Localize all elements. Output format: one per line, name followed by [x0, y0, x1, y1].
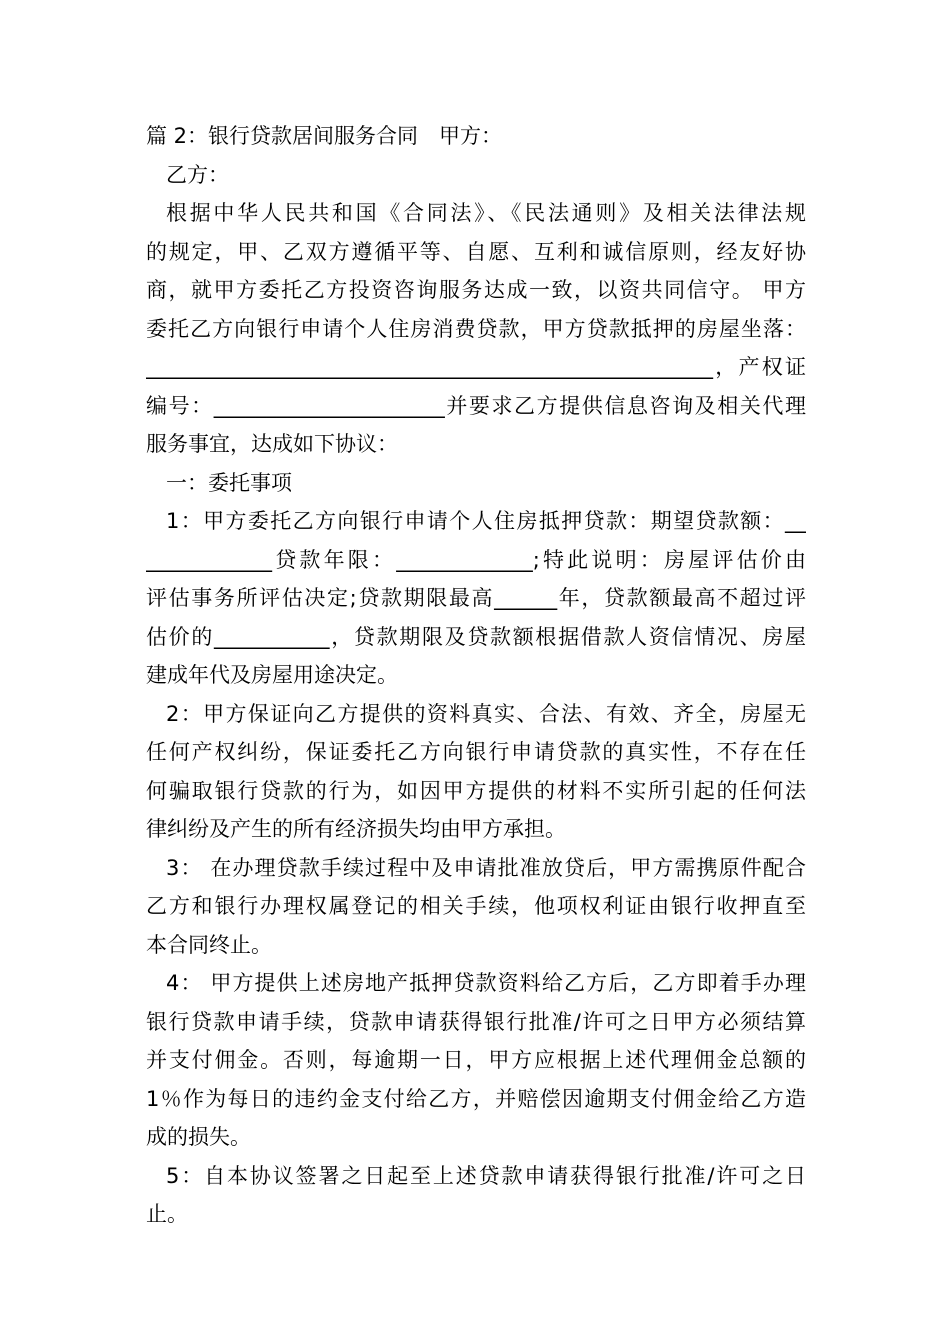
text-line: 银行贷款申请手续，贷款申请获得银行批准/许可之日甲方必须结算	[146, 1009, 806, 1034]
text-line: 律纠纷及产生的所有经济损失均由甲方承担。	[146, 817, 566, 841]
text-line: 何骗取银行贷款的行为，如因甲方提供的材料不实所引起的任何法	[146, 778, 806, 803]
text-line: 编号：______________________并要求乙方提供信息咨询及相关代理	[146, 393, 806, 418]
text-line: 任何产权纠纷，保证委托乙方向银行申请贷款的真实性，不存在任	[146, 740, 806, 764]
text-line: 一：委托事项	[166, 470, 292, 495]
text-line: 乙方：	[166, 162, 229, 187]
text-line: 3： 在办理贷款手续过程中及申请批准放贷后，甲方需携原件配合	[166, 855, 806, 880]
text-line: 5：自本协议签署之日起至上述贷款申请获得银行批准/许可之日	[166, 1163, 806, 1188]
text-line: 1：甲方委托乙方向银行申请个人住房抵押贷款：期望贷款额：__	[166, 509, 806, 533]
text-line: 根据中华人民共和国《合同法》、《民法通则》及相关法律法规	[166, 201, 806, 225]
text-line: 篇 2：银行贷款居间服务合同 甲方：	[146, 124, 503, 148]
text-line: 本合同终止。	[146, 932, 272, 957]
text-line: 成的损失。	[146, 1125, 251, 1149]
text-line: 1％作为每日的违约金支付给乙方，并赔偿因逾期支付佣金给乙方造	[146, 1086, 806, 1111]
text-line: 乙方和银行办理权属登记的相关手续，他项权利证由银行收押直至	[146, 894, 806, 918]
text-line: 委托乙方向银行申请个人住房消费贷款，甲方贷款抵押的房屋坐落：	[146, 316, 806, 341]
text-line: 建成年代及房屋用途决定。	[146, 663, 398, 687]
text-line: 估价的___________，贷款期限及贷款额根据借款人资信情况、房屋	[146, 624, 806, 649]
text-line: ____________贷款年限：_____________;特此说明：房屋评估价由	[146, 547, 806, 572]
text-line: ______________________________________________________，产权证	[146, 355, 806, 379]
text-line: 评估事务所评估决定;贷款期限最高______年，贷款额最高不超过评	[146, 586, 806, 610]
document-body	[146, 117, 806, 1234]
text-line: 并支付佣金。否则，每逾期一日，甲方应根据上述代理佣金总额的	[146, 1048, 806, 1072]
text-line: 的规定，甲、乙双方遵循平等、自愿、互利和诚信原则，经友好协	[146, 239, 806, 264]
text-line: 商，就甲方委托乙方投资咨询服务达成一致，以资共同信守。 甲方	[146, 278, 806, 302]
text-line: 2：甲方保证向乙方提供的资料真实、合法、有效、齐全，房屋无	[166, 701, 806, 726]
text-line: 服务事宜，达成如下协议：	[146, 432, 398, 456]
text-line: 4： 甲方提供上述房地产抵押贷款资料给乙方后，乙方即着手办理	[166, 971, 806, 995]
text-line: 止。	[146, 1202, 188, 1226]
